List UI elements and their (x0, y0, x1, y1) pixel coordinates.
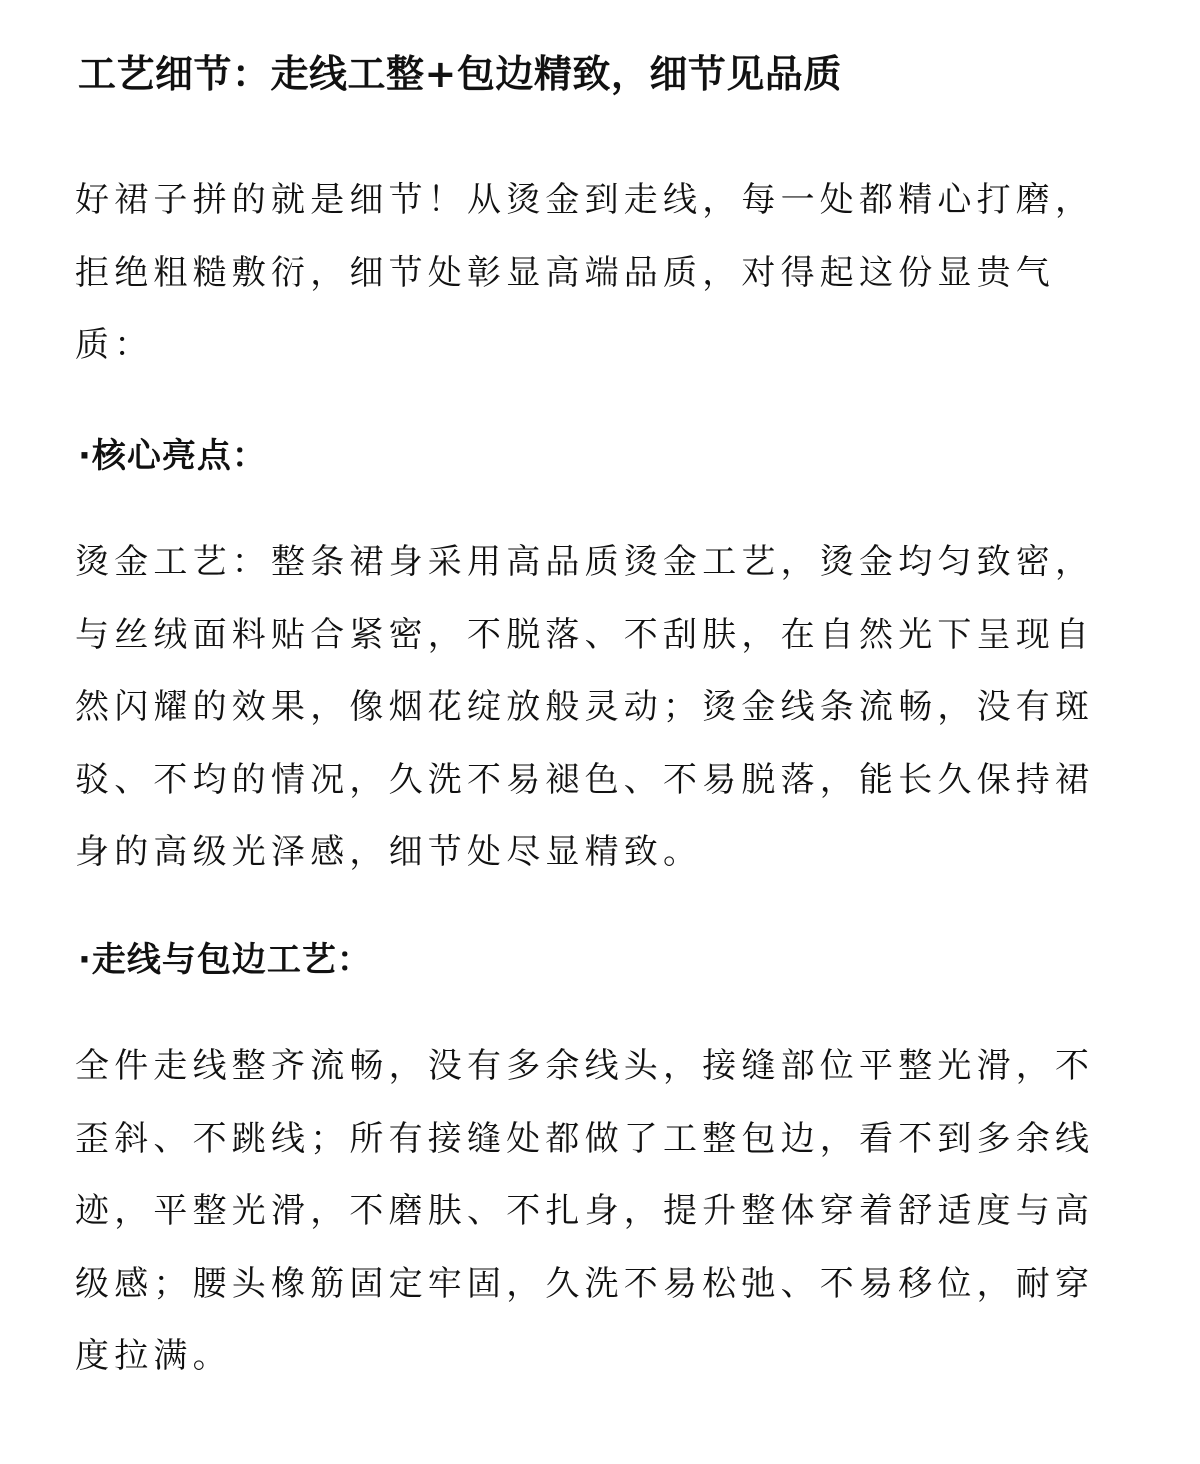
section-heading-highlights: ·核心亮点： (78, 436, 267, 476)
intro-paragraph: 好裙子拼的就是细节！从烫金到走线，每一处都精心打磨，拒绝粗糙敷衍，细节处彰显高端品质，对得起这份显贵气质： (75, 180, 1095, 365)
section-body-gilding: 烫金工艺：整条裙身采用高品质烫金工艺，烫金均匀致密，与丝绒面料贴合紧密，不脱落、不刮肤，在自然光下呈现自然闪耀的效果，像烟花绽放般灵动；烫金线条流畅，没有斑驳、不均的情况，久洗不易褪色、不易脱落，能长久保持裙身的高级光泽感，细节处尽显精致。 (75, 542, 1095, 872)
page-title: 工艺细节：走线工整+包边精致，细节见品质 (78, 52, 842, 96)
section-body-stitching: 全件走线整齐流畅，没有多余线头，接缝部位平整光滑，不歪斜、不跳线；所有接缝处都做了工整包边，看不到多余线迹，平整光滑，不磨肤、不扎身，提升整体穿着舒适度与高级感；腰头橡筋固定牢固，久洗不易松弛、不易移位，耐穿度拉满。 (75, 1046, 1095, 1376)
section-heading-stitching: ·走线与包边工艺： (78, 940, 372, 980)
